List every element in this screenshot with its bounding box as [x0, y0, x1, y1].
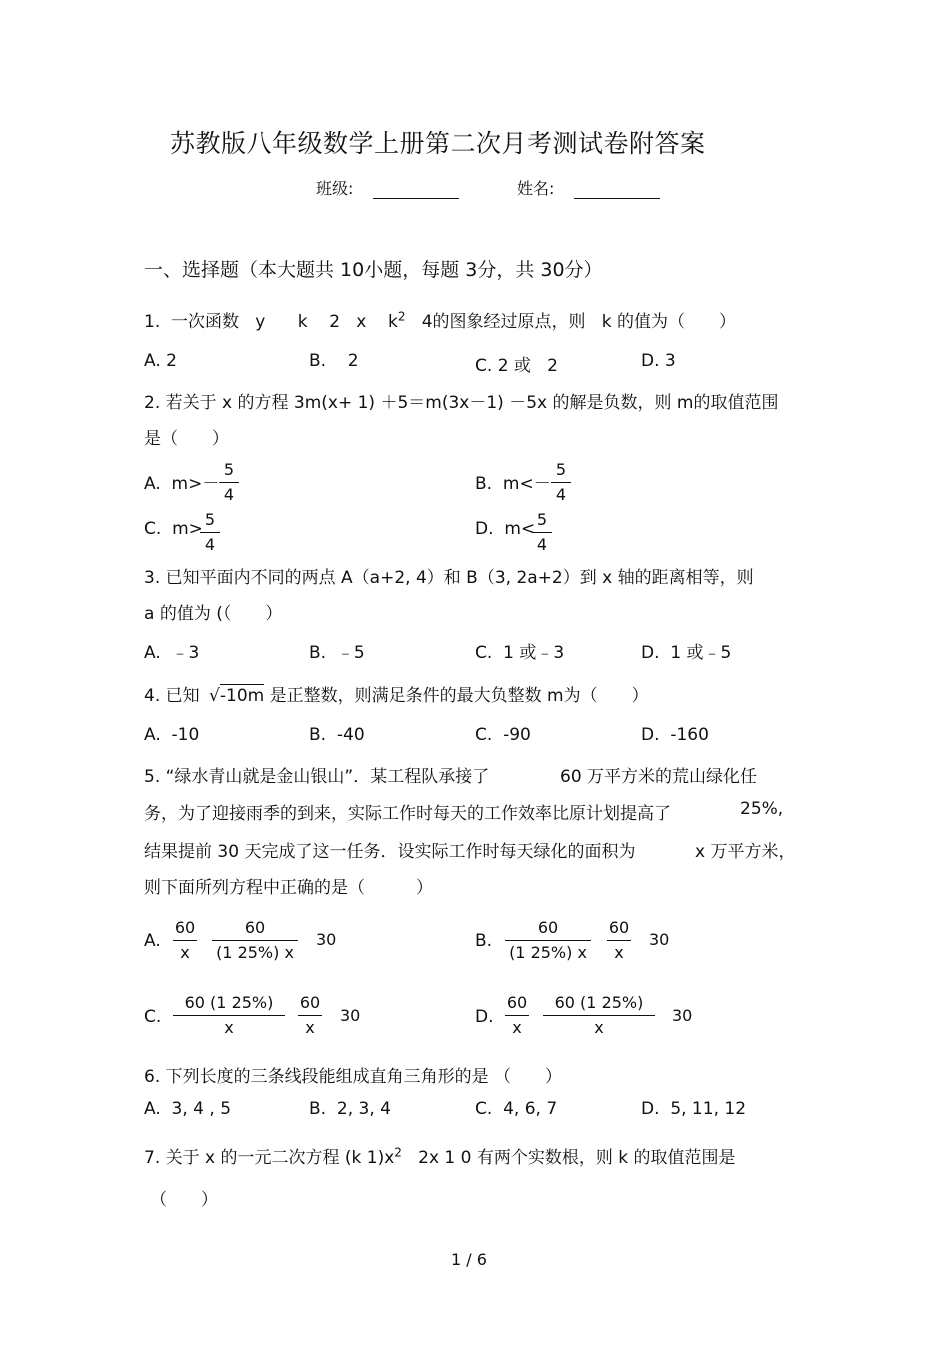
class-blank	[373, 180, 459, 199]
name-field	[517, 176, 660, 199]
q1-option-c: C. 2 或 2	[475, 356, 558, 376]
q7-text-b: 2x 1 0 有两个实数根，则 k 的取值范围是	[418, 1148, 736, 1168]
q5-option-b-label: B.	[475, 931, 493, 951]
q1-var-k: k	[297, 312, 308, 332]
q4-number: 4. 已知	[144, 686, 200, 706]
name-label: 姓名:	[517, 179, 555, 198]
q4-stem	[144, 681, 649, 706]
q1-option-a: A. 2	[144, 351, 177, 371]
q1-var-k2: k	[387, 312, 398, 332]
q2-option-d: D. m<	[475, 519, 536, 539]
q6-option-c: C. 4, 6, 7	[475, 1099, 558, 1119]
q1-text-a: 一次函数	[171, 312, 240, 332]
q5-b-rhs: 30	[649, 930, 670, 949]
q5-line1a: 5. “绿水青山就是金山银山”．某工程队承接了	[144, 767, 490, 787]
q3-option-c: C. 1 或﹣3	[475, 643, 565, 663]
q5-option-a-label: A.	[144, 931, 161, 951]
q2-d-fraction: 5 4	[532, 510, 552, 555]
q5-line3b: x 万平方米，	[695, 842, 796, 862]
name-blank	[574, 180, 660, 199]
q4-option-a: A. -10	[144, 725, 200, 745]
q5-line3a: 结果提前 30 天完成了这一任务．设实际工作时每天绿化的面积为	[144, 842, 636, 862]
class-label: 班级:	[316, 179, 354, 198]
q6-option-d: D. 5, 11, 12	[641, 1099, 747, 1119]
q5-b-frac2: 60 x	[608, 918, 630, 962]
q3-option-d: D. 1 或﹣5	[641, 643, 732, 663]
q2-option-b: B. m<－	[475, 474, 551, 494]
q5-c-rhs: 30	[340, 1006, 361, 1025]
q3-stem-line2: a 的值为 (（ ）	[144, 604, 283, 624]
q1-var-y: y	[255, 312, 266, 332]
sqrt-symbol: √	[209, 686, 220, 706]
q1-stem	[144, 307, 736, 332]
q4-text: 是正整数，则满足条件的最大负整数 m为（ ）	[269, 686, 649, 706]
q2-stem-line2: 是（ ）	[144, 429, 229, 449]
q6-option-b: B. 2, 3, 4	[309, 1099, 391, 1119]
q5-a-rhs: 30	[316, 930, 337, 949]
q1-num-2: 2	[329, 312, 341, 332]
q1-option-d: D. 3	[641, 351, 676, 371]
q6-stem: 6. 下列长度的三条线段能组成直角三角形的是 （ ）	[144, 1067, 563, 1087]
q1-var-k3: k	[601, 312, 612, 332]
q5-a-frac1: 60 x	[174, 918, 196, 962]
q4-option-c: C. -90	[475, 725, 531, 745]
q4-option-d: D. -160	[641, 725, 709, 745]
q3-option-a: A. ﹣3	[144, 643, 200, 663]
q4-option-b: B. -40	[309, 725, 365, 745]
q1-text-b: 4的图象经过原点，则	[421, 312, 586, 332]
page-number: 1 / 6	[451, 1250, 487, 1269]
q1-option-b: B. 2	[309, 351, 359, 371]
q7-stem-line2: （ ）	[150, 1190, 218, 1210]
q2-stem-line1: 2. 若关于 x 的方程 3m(x+ 1) ＋5＝m(3x－1) －5x 的解是负数，则 m的取值范围	[144, 393, 779, 413]
q1-var-x: x	[356, 312, 367, 332]
q3-option-b: B. ﹣5	[309, 643, 365, 663]
q5-a-frac2: 60 (1 25%) x	[212, 918, 298, 963]
q5-line1b: 60 万平方米的荒山绿化任	[560, 767, 758, 787]
q2-c-fraction: 5 4	[200, 510, 220, 555]
q2-b-fraction: 5 4	[551, 460, 571, 505]
q6-option-a: A. 3, 4 , 5	[144, 1099, 232, 1119]
q2-option-a: A. m>－	[144, 474, 220, 494]
q5-d-rhs: 30	[672, 1006, 693, 1025]
section-heading: 一、选择题（本大题共 10小题，每题 3分，共 30分）	[144, 259, 603, 281]
q1-text-c: 的值为（ ）	[617, 312, 737, 332]
q5-c-frac1: 60 (1 25%) x	[173, 993, 285, 1038]
q7-stem-line1	[144, 1143, 736, 1168]
q5-d-frac1: 60 x	[506, 993, 528, 1037]
q2-a-fraction: 5 4	[219, 460, 239, 505]
q5-option-d-label: D.	[475, 1007, 494, 1027]
q1-number: 1.	[144, 312, 161, 332]
q5-option-c-label: C.	[144, 1007, 162, 1027]
q7-text-a: 7. 关于 x 的一元二次方程 (k 1)x	[144, 1148, 395, 1168]
sqrt-radicand: -10m	[219, 686, 265, 706]
q5-d-frac2: 60 (1 25%) x	[543, 993, 655, 1038]
q5-line4: 则下面所列方程中正确的是（ ）	[144, 878, 433, 898]
q7-exponent: 2	[394, 1145, 402, 1160]
q5-line2a: 务，为了迎接雨季的到来，实际工作时每天的工作效率比原计划提高了	[144, 804, 671, 824]
page-title: 苏教版八年级数学上册第二次月考测试卷附答案	[170, 129, 706, 158]
q1-exponent: 2	[397, 309, 406, 324]
q3-stem-line1: 3. 已知平面内不同的两点 A（a+2, 4）和 B（3, 2a+2）到 x 轴的距离相等，则	[144, 568, 754, 588]
class-field	[316, 176, 459, 199]
q5-b-frac1: 60 (1 25%) x	[505, 918, 591, 963]
q5-line2b: 25%,	[740, 799, 784, 819]
q2-option-c: C. m>	[144, 519, 203, 539]
q5-c-frac2: 60 x	[299, 993, 321, 1037]
